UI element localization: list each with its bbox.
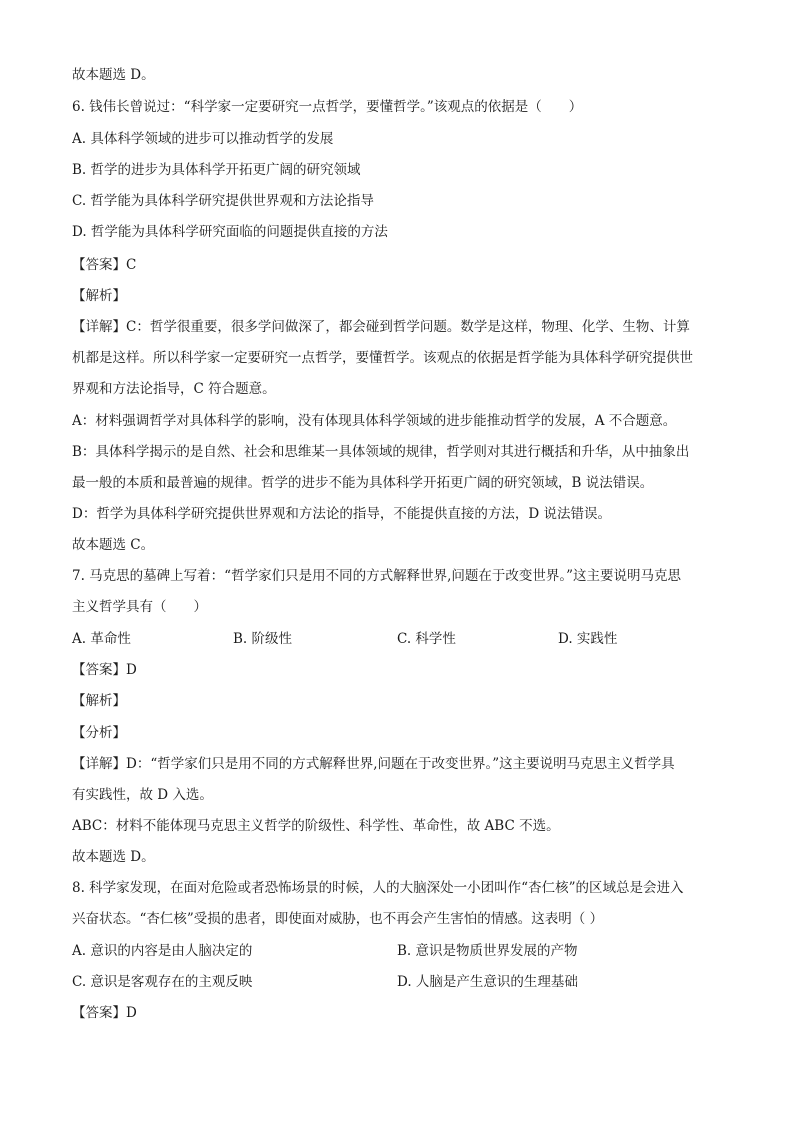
q7-option-d: D. 实践性 bbox=[558, 631, 618, 647]
q6-option-d: D. 哲学能为具体科学研究面临的问题提供直接的方法 bbox=[72, 224, 388, 240]
question-7-stem-line-2: 主义哲学具有（ ） bbox=[72, 599, 207, 615]
q8-option-a: A. 意识的内容是由人脑决定的 bbox=[72, 943, 253, 959]
q7-answer: 【答案】D bbox=[72, 662, 137, 678]
q7-analysis-subheading: 【分析】 bbox=[72, 725, 126, 741]
q6-detail-d: D：哲学为具体科学研究提供世界观和方法论的指导，不能提供直接的方法，D 说法错误。 bbox=[72, 506, 611, 522]
q7-option-a: A. 革命性 bbox=[72, 631, 131, 647]
q7-detail-line-1: 【详解】D：“哲学家们只是用不同的方式解释世界,问题在于改变世界。”这主要说明马克思主义哲学具 bbox=[72, 756, 675, 772]
q8-answer: 【答案】D bbox=[72, 1005, 137, 1021]
question-8-stem-line-1: 8. 科学家发现，在面对危险或者恐怖场景的时候，人的大脑深处一小团叫作“杏仁核”的区域总是会进入 bbox=[72, 880, 684, 896]
q7-detail-abc: ABC：材料不能体现马克思主义哲学的阶级性、科学性、革命性，故 ABC 不选。 bbox=[72, 818, 560, 834]
q6-detail-b-line-1: B：具体科学揭示的是自然、社会和思维某一具体领域的规律，哲学则对其进行概括和升华，从中抽象出 bbox=[72, 444, 690, 460]
q6-detail-line-2: 机都是这样。所以科学家一定要研究一点哲学，要懂哲学。该观点的依据是哲学能为具体科学研究提供世 bbox=[72, 350, 693, 366]
question-8-stem-line-2: 兴奋状态。“杏仁核”受损的患者，即使面对威胁，也不再会产生害怕的情感。这表明（ ） bbox=[72, 911, 604, 927]
conclusion-q6: 故本题选 C。 bbox=[72, 537, 155, 553]
q6-detail-line-1: 【详解】C：哲学很重要，很多学问做深了，都会碰到哲学问题。数学是这样，物理、化学、生物、计算 bbox=[72, 319, 690, 335]
q8-option-b: B. 意识是物质世界发展的产物 bbox=[397, 943, 578, 959]
question-7-stem-line-1: 7. 马克思的墓碑上写着：“哲学家们只是用不同的方式解释世界,问题在于改变世界。”这主要说明马克思 bbox=[72, 568, 682, 584]
q7-analysis-heading: 【解析】 bbox=[72, 693, 126, 709]
q6-answer: 【答案】C bbox=[72, 257, 137, 273]
q6-option-a: A. 具体科学领域的进步可以推动哲学的发展 bbox=[72, 131, 334, 147]
q8-option-d: D. 人脑是产生意识的生理基础 bbox=[397, 974, 578, 990]
q6-analysis-heading: 【解析】 bbox=[72, 288, 126, 304]
q6-detail-line-3: 界观和方法论指导，C 符合题意。 bbox=[72, 381, 276, 397]
q7-detail-line-2: 有实践性，故 D 入选。 bbox=[72, 787, 213, 803]
q8-option-c: C. 意识是客观存在的主观反映 bbox=[72, 974, 253, 990]
q6-detail-b-line-2: 最一般的本质和最普遍的规律。哲学的进步不能为具体科学开拓更广阔的研究领域，B 说法错误。 bbox=[72, 475, 654, 491]
q7-option-c: C. 科学性 bbox=[397, 631, 456, 647]
conclusion-q7: 故本题选 D。 bbox=[72, 849, 155, 865]
q6-detail-a: A：材料强调哲学对具体科学的影响，没有体现具体科学领域的进步能推动哲学的发展，A 不合题意。 bbox=[72, 413, 677, 429]
q7-option-b: B. 阶级性 bbox=[233, 631, 293, 647]
q6-option-c: C. 哲学能为具体科学研究提供世界观和方法论指导 bbox=[72, 193, 374, 209]
q6-option-b: B. 哲学的进步为具体科学开拓更广阔的研究领域 bbox=[72, 162, 361, 178]
question-6-stem: 6. 钱伟长曾说过：“科学家一定要研究一点哲学，要懂哲学。”该观点的依据是（ ） bbox=[72, 99, 583, 115]
conclusion-q5: 故本题选 D。 bbox=[72, 67, 155, 83]
